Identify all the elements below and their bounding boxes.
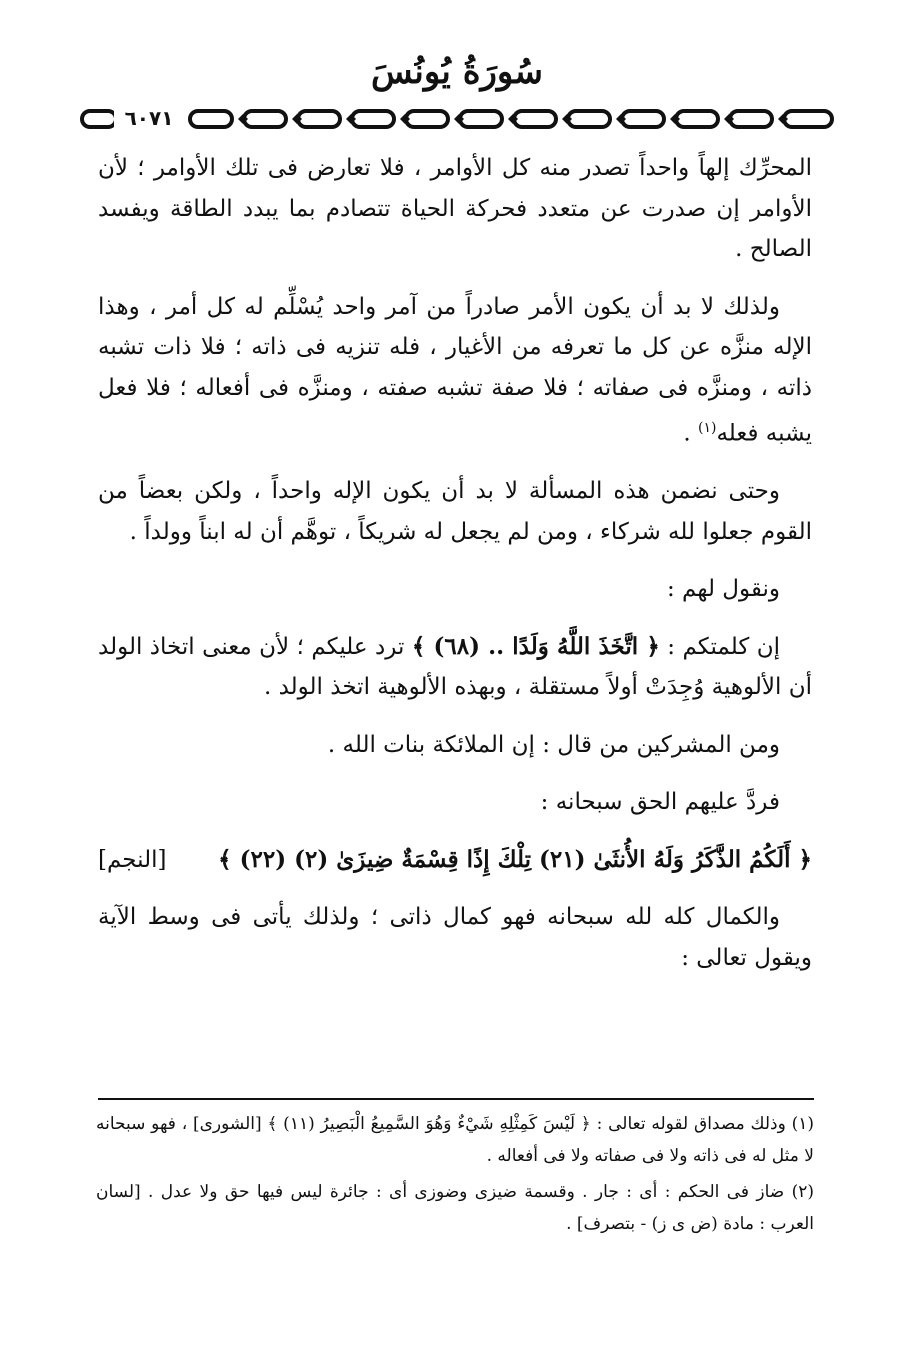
footnote-divider <box>98 1098 814 1100</box>
paragraph-2-text: ولذلك لا بد أن يكون الأمر صادراً من آمر واحد يُسْلِّم له كل أمر ، وهذا الإله منزَّه عن كل ما تعرفه من الأغيار ، فله تنزيه فى ذاته ؛ فلا ذات تشبه ذاته ، ومنزَّه فى صفاته ؛ فلا صفة تشبه صفته ، ومنزَّه فى أفعاله ؛ فلا فعل يشبه فعله <box>98 293 812 447</box>
quran-verse: ﴿ أَلَكُمُ الذَّكَرُ وَلَهُ الأُنثَىٰ (٢١) تِلْكَ إِذًا قِسْمَةٌ ضِيزَىٰ (٢) (٢٢) ﴾ <box>218 845 812 873</box>
paragraph-5-start: إن كلمتكم : <box>659 633 780 660</box>
paragraph-7: فردَّ عليهم الحق سبحانه : <box>540 789 780 816</box>
footnote-2: (٢) ضاز فى الحكم : أى : جار . وقسمة ضيزى وضوزى أى : جائرة ليس فيها حق ولا عدل . [لسان العرب : مادة (ض ى ز) - بتصرف] . <box>96 1182 814 1234</box>
main-text <box>98 148 812 995</box>
paragraph-8: والكمال كله لله سبحانه فهو كمال ذاتى ؛ ولذلك يأتى فى وسط الآية ويقول تعالى : <box>98 904 812 971</box>
paragraph-2-end: . <box>683 420 698 447</box>
paragraph-5 <box>98 627 812 708</box>
footnote-marker-1: (١) <box>697 420 717 436</box>
paragraph-4: ونقول لهم : <box>666 576 780 603</box>
surah-reference: [النجم] <box>98 846 167 873</box>
header-ornament-border <box>78 104 840 134</box>
quran-verse-block <box>98 840 812 881</box>
paragraph-3: وحتى نضمن هذه المسألة لا بد أن يكون الإله واحداً ، ولكن بعضاً من القوم جعلوا لله شركاء ، ومن لم يجعل له شريكاً ، توهَّم أن له ابناً وولداً . <box>98 478 812 545</box>
paragraph-1: المحرِّك إلهاً واحداً تصدر منه كل الأوامر ، فلا تعارض فى تلك الأوامر ؛ لأن الأوامر إن صدرت عن متعدد فحركة الحياة تتصادم بما يبدد الطاقة ويفسد الصالح . <box>98 155 812 262</box>
paragraph-2 <box>98 287 812 455</box>
surah-title: سُورَةُ يُونُسَ <box>371 52 543 92</box>
paragraph-6: ومن المشركين من قال : إن الملائكة بنات الله . <box>327 731 780 758</box>
paragraph-5-rest: ترد عليكم ؛ لأن معنى اتخاذ الولد أن الألوهية وُجِدَتْ أولاً مستقلة ، وبهذه الألوهية اتخذ الولد . <box>98 633 812 701</box>
footnote-1: (١) وذلك مصداق لقوله تعالى : ﴿ لَيْسَ كَمِثْلِهِ شَيْءٌ وَهُوَ السَّمِيعُ الْبَصِيرُ (١١) ﴾ [الشورى] ، فهو سبحانه لا مثل له فى ذاته ولا فى صفاته ولا فى أفعاله . <box>96 1114 814 1166</box>
quran-verse-inline: ﴿ اتَّخَذَ اللَّهُ وَلَدًا .. (٦٨) ﴾ <box>411 632 660 660</box>
page-number: ٦٠٧١ <box>114 106 184 130</box>
footnotes <box>96 1108 814 1244</box>
